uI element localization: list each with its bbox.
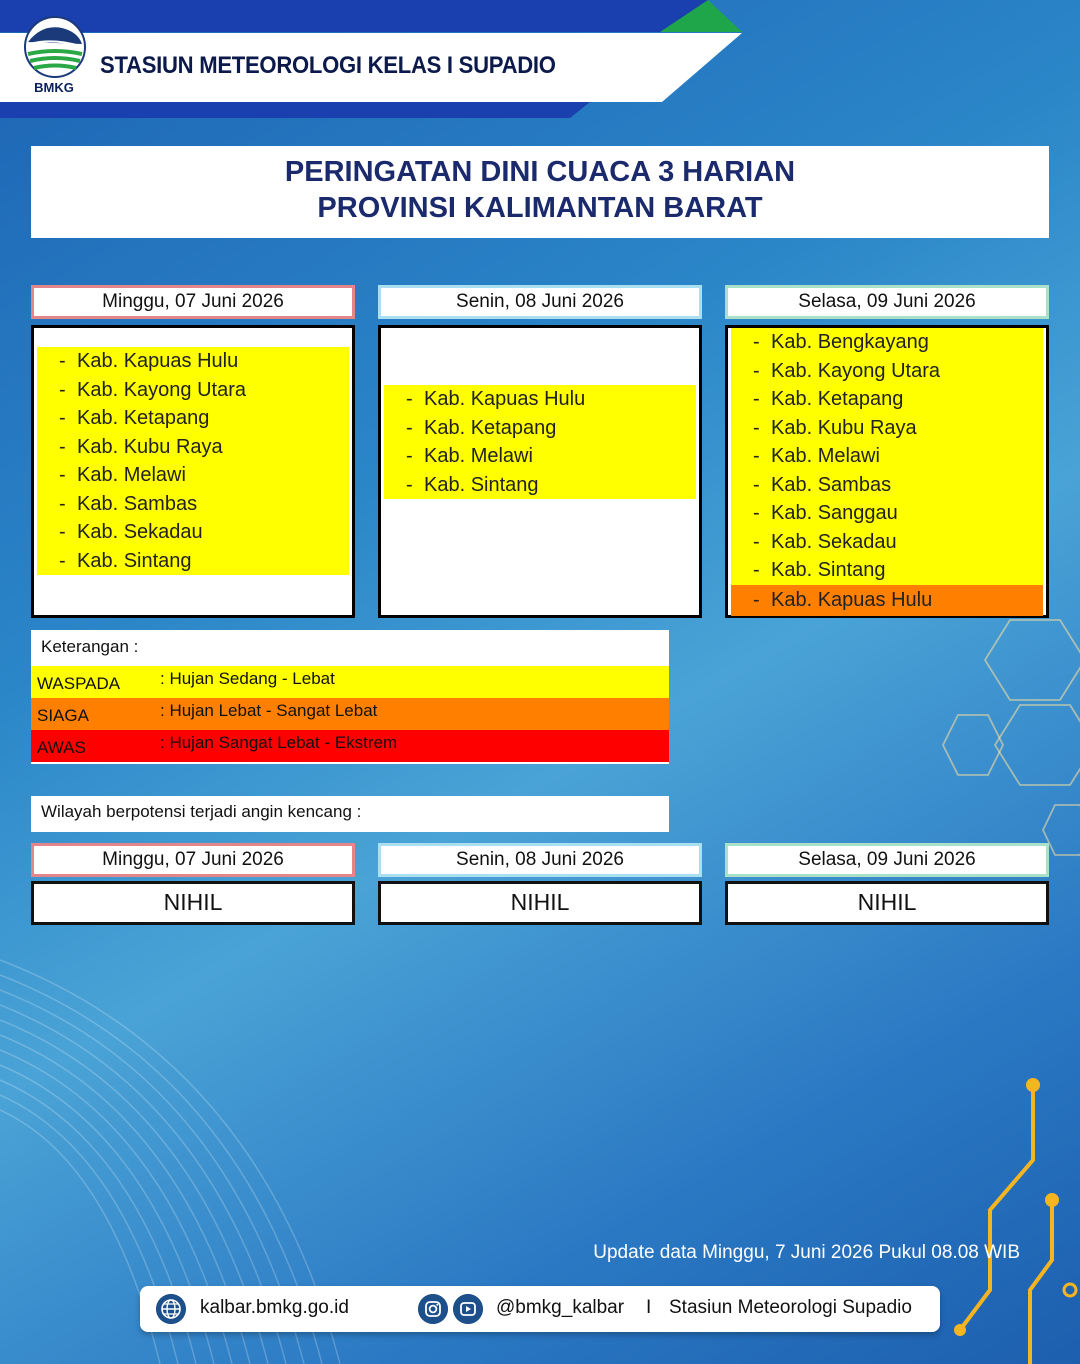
social-handle[interactable]: @bmkg_kalbar [496, 1297, 625, 1318]
update-timestamp: Update data Minggu, 7 Juni 2026 Pukul 08.08 WIB [593, 1242, 1020, 1263]
waspada-list [731, 328, 1043, 616]
legend-level-name: AWAS [37, 738, 86, 757]
list-item: - Kab. Ketapang [59, 407, 210, 429]
footer-bar [140, 1286, 940, 1332]
list-item: - Kab. Ketapang [406, 416, 557, 439]
legend-panel [31, 630, 669, 764]
day-warning-panel-3 [725, 325, 1049, 618]
legend-title: Keterangan : [41, 637, 139, 656]
legend-row-waspada [31, 666, 669, 698]
list-item: - Kab. Kayong Utara [59, 378, 246, 401]
list-item: - Kab. Sambas [753, 473, 892, 496]
list-item: - Kab. Melawi [406, 445, 533, 467]
wind-label: Wilayah berpotensi terjadi angin kencang : [31, 796, 669, 832]
list-item: - Kab. Kapuas Hulu [406, 388, 586, 410]
list-item: - Kab. Bengkayang [753, 331, 929, 353]
day-warning-panel-2 [378, 325, 702, 618]
day-header-3: Selasa, 09 Juni 2026 [725, 285, 1049, 319]
day-header-1: Minggu, 07 Juni 2026 [31, 285, 355, 319]
list-item: - Kab. Melawi [753, 445, 880, 467]
waspada-list [384, 385, 696, 499]
day-header-2: Senin, 08 Juni 2026 [378, 285, 702, 319]
list-item: - Kab. Sintang [753, 559, 886, 581]
legend-level-desc: : Hujan Lebat - Sangat Lebat [160, 701, 378, 720]
legend-level-desc: : Hujan Sedang - Lebat [160, 669, 335, 688]
list-item: - Kab. Sintang [59, 549, 192, 572]
list-item: - Kab. Kapuas Hulu [59, 350, 239, 372]
globe-icon [156, 1294, 186, 1324]
list-item: - Kab. Kubu Raya [753, 416, 917, 439]
wind-day-header-3: Selasa, 09 Juni 2026 [725, 843, 1049, 877]
list-item: - Kab. Sekadau [59, 521, 203, 543]
list-item: - Kab. Sekadau [753, 530, 897, 553]
list-item: - Kab. Sambas [59, 492, 198, 515]
legend-level-name: WASPADA [37, 674, 121, 693]
legend-level-name: SIAGA [37, 706, 89, 725]
legend-level-desc: : Hujan Sangat Lebat - Ekstrem [160, 733, 398, 752]
wind-day-header-1: Minggu, 07 Juni 2026 [31, 843, 355, 877]
title-line-2: PROVINSI KALIMANTAN BARAT [317, 192, 763, 224]
instagram-icon[interactable] [418, 1294, 448, 1324]
list-item: - Kab. Kubu Raya [59, 435, 223, 458]
wind-value-2: NIHIL [378, 881, 702, 925]
station-name: Stasiun Meteorologi Supadio [669, 1297, 912, 1318]
website-link[interactable]: kalbar.bmkg.go.id [200, 1297, 349, 1318]
footer-separator: I [646, 1297, 652, 1318]
list-item: - Kab. Melawi [59, 464, 186, 486]
waspada-list [37, 347, 349, 575]
siaga-list-item: - Kab. Kapuas Hulu [731, 585, 1043, 616]
station-title: STASIUN METEOROLOGI KELAS I SUPADIO [100, 52, 556, 79]
youtube-icon[interactable] [453, 1294, 483, 1324]
wind-day-header-2: Senin, 08 Juni 2026 [378, 843, 702, 877]
title-line-1: PERINGATAN DINI CUACA 3 HARIAN [284, 156, 796, 188]
list-item: - Kab. Sanggau [753, 502, 898, 524]
legend-row-siaga [31, 698, 669, 730]
logo-text: BMKG [34, 80, 74, 95]
page-title [31, 146, 1049, 238]
list-item: - Kab. Kayong Utara [753, 359, 940, 382]
legend-row-awas [31, 730, 669, 762]
wind-value-3: NIHIL [725, 881, 1049, 925]
list-item: - Kab. Ketapang [753, 388, 904, 410]
day-warning-panel-1 [31, 325, 355, 618]
wind-value-1: NIHIL [31, 881, 355, 925]
list-item: - Kab. Sintang [406, 473, 539, 496]
